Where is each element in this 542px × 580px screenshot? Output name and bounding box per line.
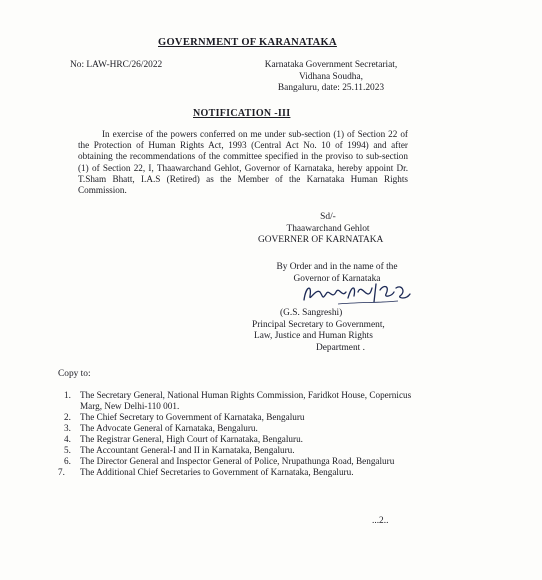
signatory-block [252, 308, 432, 354]
page-continuation: ...2.. [372, 516, 389, 526]
signatory-name: (G.S. Sangreshi) [280, 308, 343, 318]
signatory-line2: Law, Justice and Human Rights [254, 331, 373, 342]
address-line3: Bangaluru, date: 25.11.2023 [277, 83, 385, 94]
notification-body: In exercise of the powers conferred on me under sub-section (1) of Section 22 of the Protection of Human Rights Act, 1993 (Central Act No. 10 of 1994) and after obtaining the recommendations of the committee specified in the proviso to sub-section (1) of Section 22, I, Thaawarchand Gehlot, Governor of Karnataka, hereby appoint Dr. T.Sham Bhatt, I.A.S (Retired) as the Member of the Karnataka Human Rights Commission. [78, 129, 408, 196]
copy-to-label: Copy to: [58, 369, 91, 379]
signatory-line1: Principal Secretary to Government, [252, 319, 385, 330]
handwritten-signature [298, 278, 418, 308]
copy-item: 7. The Additional Chief Secretaries to Government of Karnataka, Bengaluru. [58, 467, 354, 477]
copy-item: 2. The Chief Secretary to Government of Karnataka, Bengaluru [64, 412, 305, 422]
governor-name: Thaawarchand Gehlot [286, 223, 370, 234]
copy-item: 1. The Secretary General, National Human Rights Commission, Faridkot House, Copernicus Marg, New Delhi-110 001. [64, 390, 412, 411]
copy-to-list [58, 390, 418, 478]
signatory-line3: Department . [316, 342, 365, 353]
governor-title: GOVERNER OF KARNATAKA [258, 235, 384, 246]
copy-item: 3. The Advocate General of Karnataka, Bengaluru. [64, 423, 258, 433]
sd-mark: Sd/- [320, 212, 336, 222]
address-line2: Vidhana Soudha, [298, 71, 363, 82]
copy-item: 4. The Registrar General, High Court of Karnataka, Bengaluru. [64, 434, 303, 444]
notification-title: NOTIFICATION -III [193, 108, 291, 119]
address-block [257, 60, 405, 95]
order-line2: Governor of Karnataka [293, 273, 381, 284]
file-number: No: LAW-HRC/26/2022 [70, 60, 163, 70]
governor-block [258, 212, 398, 247]
order-line1: By Order and in the name of the [276, 262, 398, 272]
copy-item: 5. The Accountant General-I and II in Karnataka, Bengaluru. [64, 445, 295, 455]
government-heading: GOVERNMENT OF KARANATAKA [158, 37, 337, 48]
address-line1: Karnataka Government Secretariat, [264, 60, 398, 70]
copy-item: 6. The Director General and Inspector General of Police, Nrupathunga Road, Bengaluru [64, 456, 395, 466]
